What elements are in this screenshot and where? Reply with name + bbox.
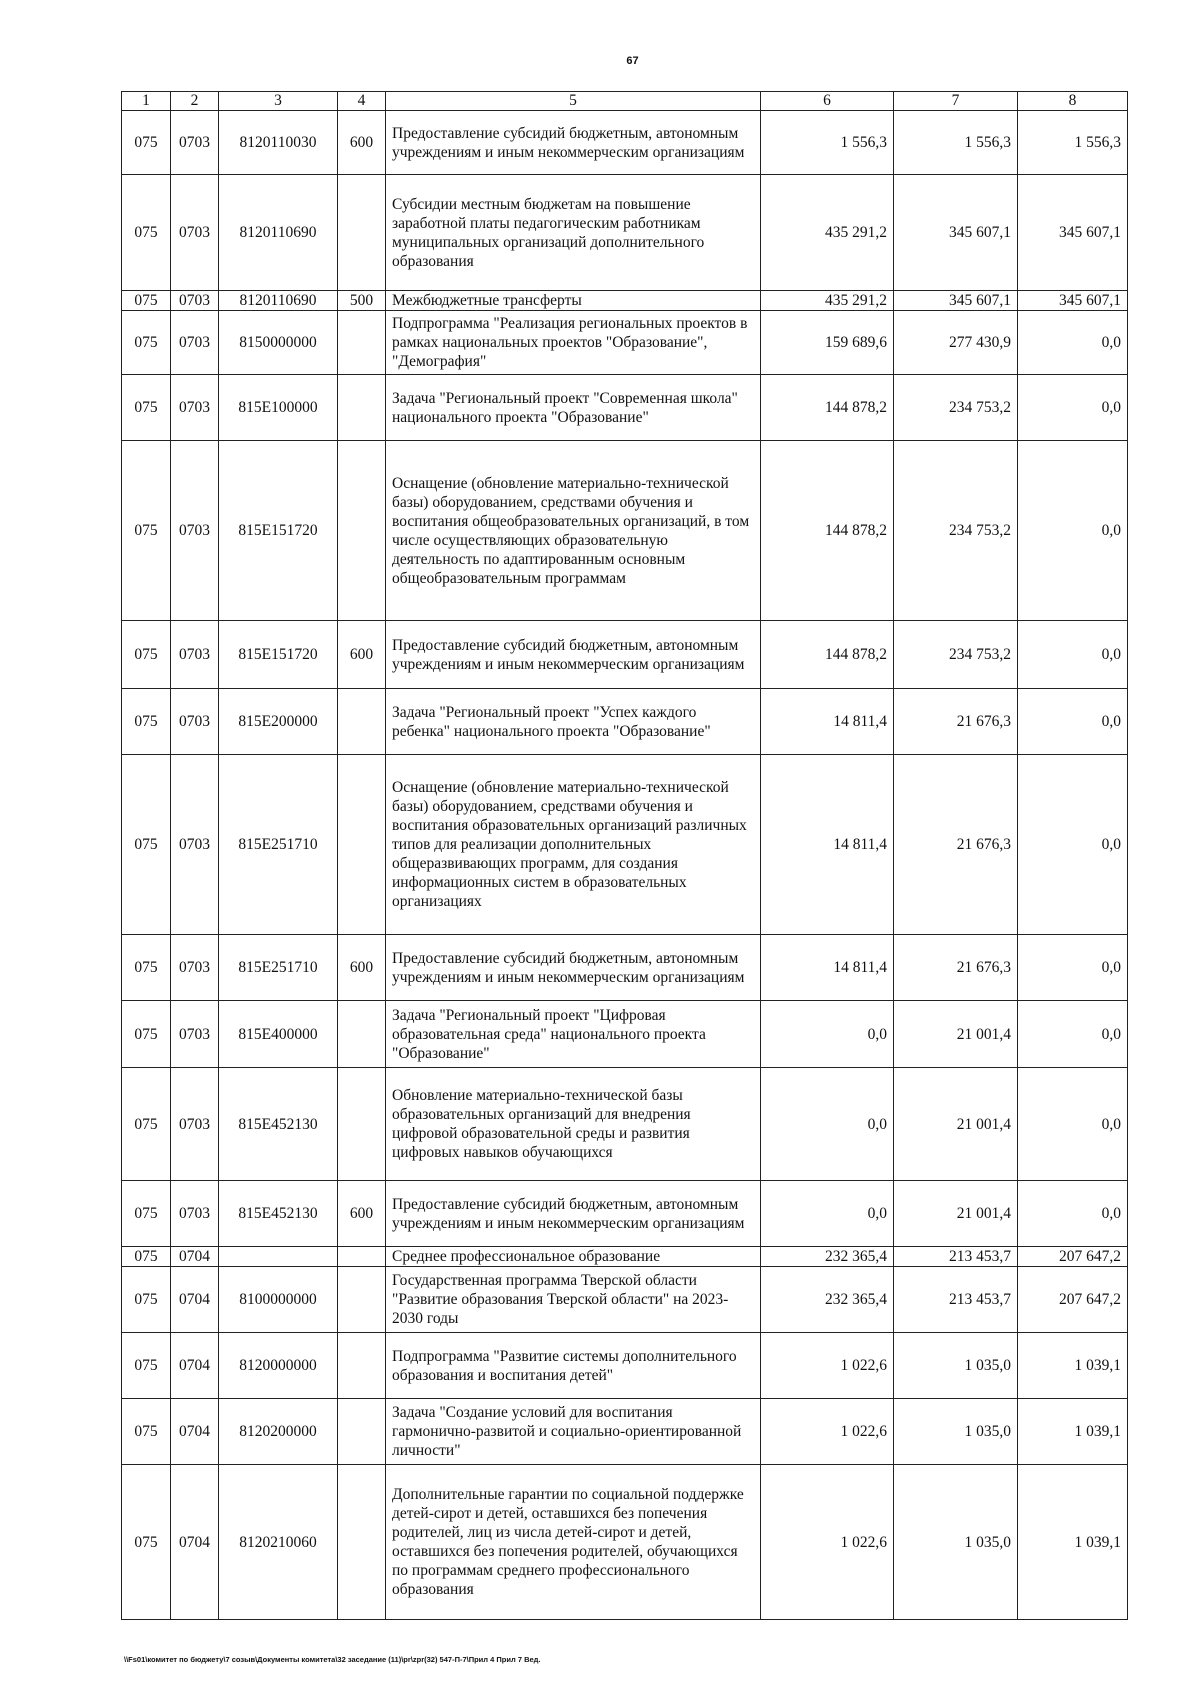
table-row (122, 111, 1128, 175)
ministry-code: 075 (122, 1465, 171, 1620)
ministry-code: 075 (122, 1181, 171, 1247)
amount-year-1: 1 022,6 (761, 1333, 894, 1399)
section-code: 0704 (171, 1333, 219, 1399)
section-code: 0703 (171, 755, 219, 935)
item-description: Подпрограмма "Развитие системы дополнительного образования и воспитания детей" (386, 1333, 761, 1399)
section-code: 0703 (171, 291, 219, 311)
table-row (122, 1333, 1128, 1399)
amount-year-1: 232 365,4 (761, 1247, 894, 1267)
table-row (122, 689, 1128, 755)
amount-year-2: 1 035,0 (894, 1399, 1018, 1465)
ministry-code: 075 (122, 311, 171, 375)
amount-year-3: 207 647,2 (1018, 1267, 1128, 1333)
section-code: 0704 (171, 1267, 219, 1333)
column-header-4: 4 (338, 92, 386, 111)
table-row (122, 311, 1128, 375)
column-header-1: 1 (122, 92, 171, 111)
column-header-8: 8 (1018, 92, 1128, 111)
amount-year-2: 21 676,3 (894, 935, 1018, 1001)
table-row (122, 621, 1128, 689)
table-row (122, 175, 1128, 291)
section-code: 0704 (171, 1247, 219, 1267)
expense-type-code (338, 441, 386, 621)
target-article-code: 815E151720 (219, 441, 338, 621)
amount-year-2: 1 035,0 (894, 1333, 1018, 1399)
column-header-2: 2 (171, 92, 219, 111)
expense-type-code (338, 1399, 386, 1465)
item-description: Предоставление субсидий бюджетным, автономным учреждениям и иным некоммерческим организациям (386, 111, 761, 175)
amount-year-3: 1 039,1 (1018, 1333, 1128, 1399)
table-row (122, 1399, 1128, 1465)
expense-type-code: 600 (338, 1181, 386, 1247)
section-code: 0703 (171, 375, 219, 441)
ministry-code: 075 (122, 111, 171, 175)
table-row (122, 1068, 1128, 1181)
section-code: 0703 (171, 311, 219, 375)
expense-type-code (338, 755, 386, 935)
item-description: Государственная программа Тверской области "Развитие образования Тверской области" на 2023-2030 годы (386, 1267, 761, 1333)
table-row (122, 1181, 1128, 1247)
ministry-code: 075 (122, 441, 171, 621)
amount-year-3: 207 647,2 (1018, 1247, 1128, 1267)
item-description: Задача "Региональный проект "Успех каждого ребенка" национального проекта "Образование" (386, 689, 761, 755)
ministry-code: 075 (122, 1068, 171, 1181)
ministry-code: 075 (122, 375, 171, 441)
amount-year-2: 21 676,3 (894, 755, 1018, 935)
item-description: Среднее профессиональное образование (386, 1247, 761, 1267)
ministry-code: 075 (122, 755, 171, 935)
amount-year-1: 0,0 (761, 1068, 894, 1181)
table-row (122, 935, 1128, 1001)
item-description: Задача "Региональный проект "Современная школа" национального проекта "Образование" (386, 375, 761, 441)
expense-type-code (338, 689, 386, 755)
item-description: Задача "Создание условий для воспитания гармонично-развитой и социально-ориентированной личности" (386, 1399, 761, 1465)
target-article-code: 815E400000 (219, 1001, 338, 1068)
ministry-code: 075 (122, 935, 171, 1001)
column-header-5: 5 (386, 92, 761, 111)
target-article-code: 8120000000 (219, 1333, 338, 1399)
amount-year-2: 21 676,3 (894, 689, 1018, 755)
target-article-code (219, 1247, 338, 1267)
ministry-code: 075 (122, 1247, 171, 1267)
expense-type-code (338, 175, 386, 291)
amount-year-3: 0,0 (1018, 1181, 1128, 1247)
table-row (122, 1465, 1128, 1620)
page-number: 67 (626, 55, 639, 67)
item-description: Предоставление субсидий бюджетным, автономным учреждениям и иным некоммерческим организациям (386, 1181, 761, 1247)
target-article-code: 8150000000 (219, 311, 338, 375)
amount-year-2: 345 607,1 (894, 175, 1018, 291)
amount-year-1: 1 022,6 (761, 1465, 894, 1620)
amount-year-3: 1 556,3 (1018, 111, 1128, 175)
amount-year-3: 1 039,1 (1018, 1465, 1128, 1620)
section-code: 0703 (171, 1068, 219, 1181)
table-row (122, 1001, 1128, 1068)
ministry-code: 075 (122, 1399, 171, 1465)
amount-year-3: 1 039,1 (1018, 1399, 1128, 1465)
expense-type-code (338, 1267, 386, 1333)
item-description: Подпрограмма "Реализация региональных проектов в рамках национальных проектов "Образование", "Демография" (386, 311, 761, 375)
section-code: 0703 (171, 621, 219, 689)
amount-year-3: 345 607,1 (1018, 291, 1128, 311)
item-description: Оснащение (обновление материально-технической базы) оборудованием, средствами обучения и воспитания образовательных организаций различных типов для реализации дополнительных общеразвивающих программ, для создания информационных систем в образовательных организациях (386, 755, 761, 935)
amount-year-2: 21 001,4 (894, 1068, 1018, 1181)
amount-year-2: 21 001,4 (894, 1001, 1018, 1068)
amount-year-1: 1 556,3 (761, 111, 894, 175)
amount-year-2: 213 453,7 (894, 1247, 1018, 1267)
section-code: 0703 (171, 111, 219, 175)
item-description: Задача "Региональный проект "Цифровая образовательная среда" национального проекта "Образование" (386, 1001, 761, 1068)
header-row (122, 92, 1128, 111)
target-article-code: 8120200000 (219, 1399, 338, 1465)
ministry-code: 075 (122, 689, 171, 755)
target-article-code: 815E251710 (219, 755, 338, 935)
table-row (122, 375, 1128, 441)
amount-year-1: 144 878,2 (761, 441, 894, 621)
amount-year-1: 144 878,2 (761, 621, 894, 689)
section-code: 0703 (171, 441, 219, 621)
amount-year-2: 234 753,2 (894, 621, 1018, 689)
target-article-code: 815E100000 (219, 375, 338, 441)
target-article-code: 8120110030 (219, 111, 338, 175)
ministry-code: 075 (122, 1267, 171, 1333)
amount-year-1: 14 811,4 (761, 755, 894, 935)
amount-year-1: 14 811,4 (761, 689, 894, 755)
amount-year-3: 0,0 (1018, 1068, 1128, 1181)
ministry-code: 075 (122, 1001, 171, 1068)
amount-year-2: 234 753,2 (894, 441, 1018, 621)
target-article-code: 815E452130 (219, 1068, 338, 1181)
item-description: Предоставление субсидий бюджетным, автономным учреждениям и иным некоммерческим организациям (386, 935, 761, 1001)
section-code: 0703 (171, 689, 219, 755)
amount-year-2: 1 556,3 (894, 111, 1018, 175)
expense-type-code (338, 1247, 386, 1267)
table-row (122, 1247, 1128, 1267)
footer-file-path: \\Fs01\комитет по бюджету\7 созыв\Документы комитета\32 заседание (11)\pr\zpr(32) 547-П-7\Прил 4 Прил 7 Вед. (124, 1655, 541, 1664)
expense-type-code (338, 1001, 386, 1068)
ministry-code: 075 (122, 175, 171, 291)
amount-year-3: 0,0 (1018, 441, 1128, 621)
target-article-code: 815E200000 (219, 689, 338, 755)
amount-year-2: 277 430,9 (894, 311, 1018, 375)
table-row (122, 291, 1128, 311)
expense-type-code (338, 1068, 386, 1181)
target-article-code: 815E251710 (219, 935, 338, 1001)
amount-year-3: 0,0 (1018, 375, 1128, 441)
amount-year-1: 435 291,2 (761, 175, 894, 291)
ministry-code: 075 (122, 1333, 171, 1399)
section-code: 0704 (171, 1399, 219, 1465)
amount-year-3: 0,0 (1018, 689, 1128, 755)
item-description: Дополнительные гарантии по социальной поддержке детей-сирот и детей, оставшихся без попечения родителей, лиц из числа детей-сирот и детей, оставшихся без попечения родителей, обучающихся по программам среднего профессионального образования (386, 1465, 761, 1620)
amount-year-3: 0,0 (1018, 311, 1128, 375)
budget-table (121, 91, 1128, 1620)
item-description: Оснащение (обновление материально-технической базы) оборудованием, средствами обучения и воспитания общеобразовательных организаций, в том числе осуществляющих образовательную деятельность по адаптированным основным общеобразовательным программам (386, 441, 761, 621)
item-description: Предоставление субсидий бюджетным, автономным учреждениям и иным некоммерческим организациям (386, 621, 761, 689)
target-article-code: 8100000000 (219, 1267, 338, 1333)
amount-year-1: 14 811,4 (761, 935, 894, 1001)
item-description: Межбюджетные трансферты (386, 291, 761, 311)
amount-year-2: 1 035,0 (894, 1465, 1018, 1620)
expense-type-code: 600 (338, 935, 386, 1001)
amount-year-1: 159 689,6 (761, 311, 894, 375)
amount-year-3: 0,0 (1018, 755, 1128, 935)
section-code: 0704 (171, 1465, 219, 1620)
table-row (122, 441, 1128, 621)
amount-year-1: 0,0 (761, 1001, 894, 1068)
target-article-code: 815E151720 (219, 621, 338, 689)
item-description: Субсидии местным бюджетам на повышение заработной платы педагогическим работникам муниципальных организаций дополнительного образования (386, 175, 761, 291)
amount-year-1: 435 291,2 (761, 291, 894, 311)
amount-year-1: 144 878,2 (761, 375, 894, 441)
target-article-code: 8120110690 (219, 175, 338, 291)
column-header-7: 7 (894, 92, 1018, 111)
amount-year-3: 345 607,1 (1018, 175, 1128, 291)
expense-type-code: 600 (338, 621, 386, 689)
target-article-code: 8120210060 (219, 1465, 338, 1620)
amount-year-2: 234 753,2 (894, 375, 1018, 441)
amount-year-1: 1 022,6 (761, 1399, 894, 1465)
ministry-code: 075 (122, 291, 171, 311)
expense-type-code (338, 1465, 386, 1620)
expense-type-code: 600 (338, 111, 386, 175)
section-code: 0703 (171, 935, 219, 1001)
ministry-code: 075 (122, 621, 171, 689)
table-row (122, 1267, 1128, 1333)
amount-year-3: 0,0 (1018, 621, 1128, 689)
amount-year-2: 213 453,7 (894, 1267, 1018, 1333)
expense-type-code: 500 (338, 291, 386, 311)
expense-type-code (338, 375, 386, 441)
amount-year-2: 345 607,1 (894, 291, 1018, 311)
amount-year-2: 21 001,4 (894, 1181, 1018, 1247)
target-article-code: 815E452130 (219, 1181, 338, 1247)
expense-type-code (338, 311, 386, 375)
amount-year-1: 232 365,4 (761, 1267, 894, 1333)
amount-year-3: 0,0 (1018, 935, 1128, 1001)
column-header-3: 3 (219, 92, 338, 111)
section-code: 0703 (171, 1001, 219, 1068)
expense-type-code (338, 1333, 386, 1399)
section-code: 0703 (171, 1181, 219, 1247)
section-code: 0703 (171, 175, 219, 291)
table-row (122, 755, 1128, 935)
item-description: Обновление материально-технической базы образовательных организаций для внедрения цифровой образовательной среды и развития цифровых навыков обучающихся (386, 1068, 761, 1181)
column-header-6: 6 (761, 92, 894, 111)
amount-year-1: 0,0 (761, 1181, 894, 1247)
amount-year-3: 0,0 (1018, 1001, 1128, 1068)
target-article-code: 8120110690 (219, 291, 338, 311)
